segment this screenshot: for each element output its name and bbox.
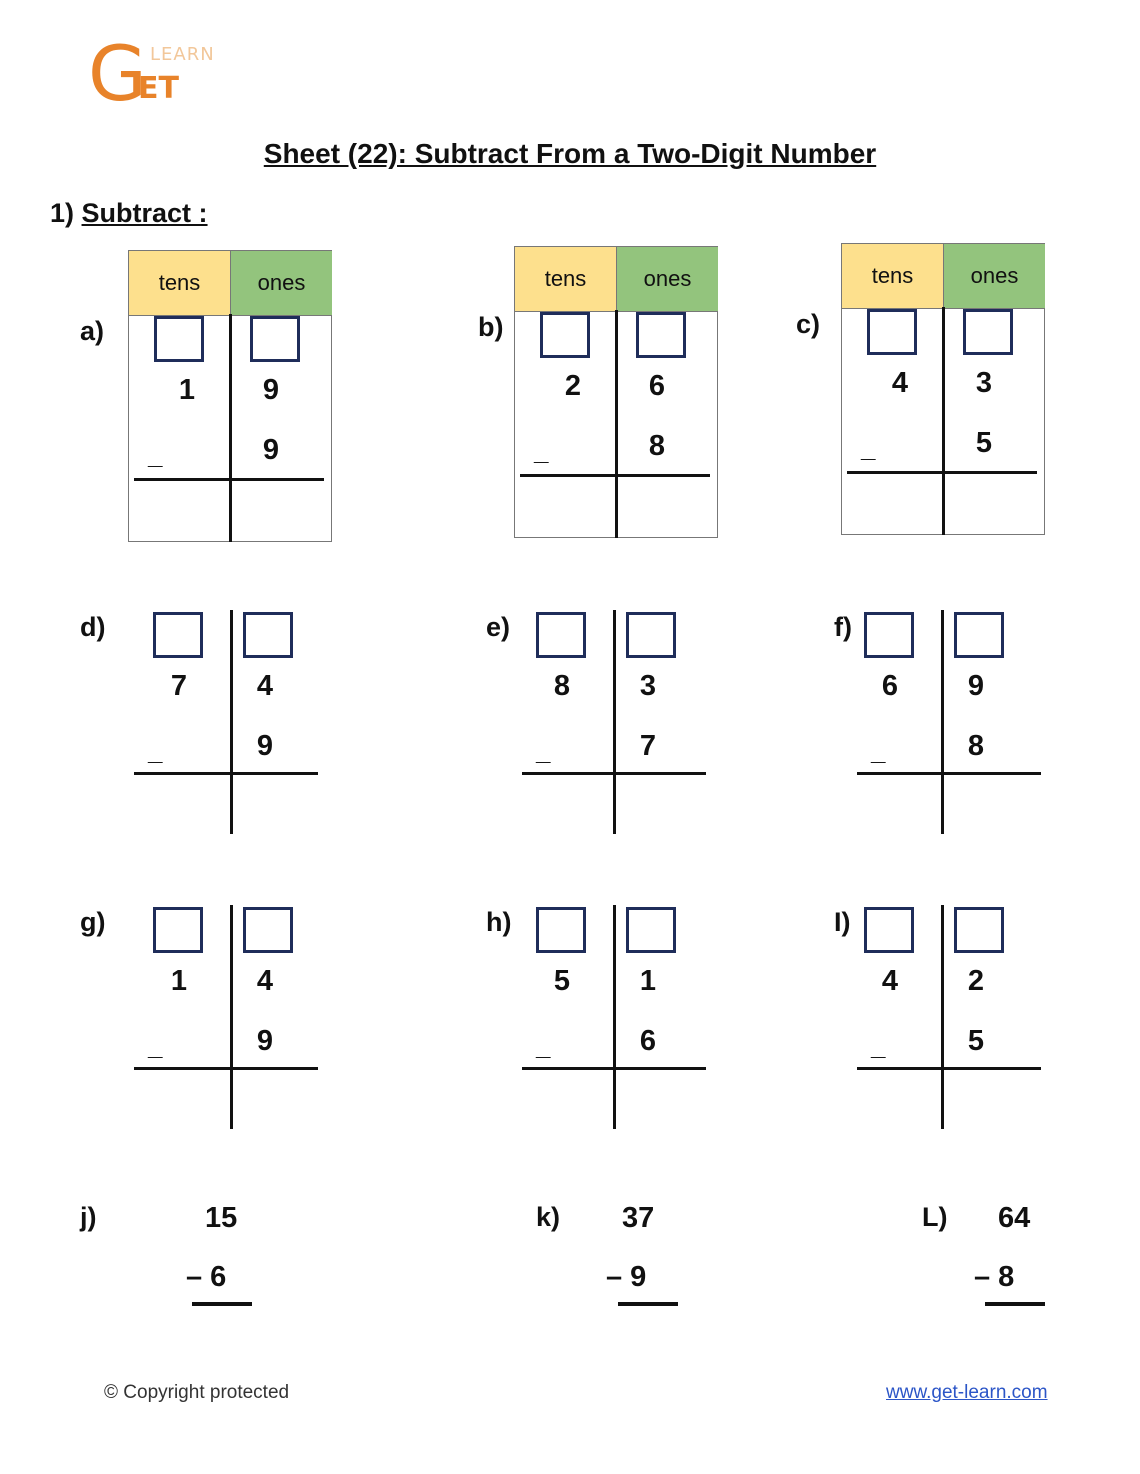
- top-number: 15: [205, 1202, 238, 1234]
- website-link[interactable]: www.get-learn.com: [886, 1382, 1048, 1403]
- tens-digit: 5: [553, 965, 571, 997]
- tens-header: tens: [515, 247, 616, 312]
- ones-digit: 2: [967, 965, 985, 997]
- minus-sign: _: [861, 433, 876, 463]
- tens-header: tens: [842, 244, 943, 309]
- minus-sign: _: [534, 436, 549, 466]
- subtrahend-digit: 9: [262, 434, 280, 466]
- section-number: 1): [50, 198, 75, 228]
- ones-digit: 9: [262, 374, 280, 406]
- ones-regroup-box[interactable]: [243, 612, 293, 658]
- minus-sign: _: [871, 1031, 886, 1061]
- ones-digit: 3: [639, 670, 657, 702]
- top-number: 37: [622, 1202, 655, 1234]
- ones-header: ones: [616, 247, 718, 312]
- tens-digit: 1: [170, 965, 188, 997]
- minus-sign: _: [148, 440, 163, 470]
- subtrahend-digit: 5: [967, 1025, 985, 1057]
- problem-label: a): [80, 316, 105, 346]
- tens-digit: 8: [553, 670, 571, 702]
- minus-sign: _: [871, 736, 886, 766]
- column-divider: [941, 610, 944, 834]
- tens-regroup-box[interactable]: [864, 612, 914, 658]
- tens-regroup-box[interactable]: [153, 612, 203, 658]
- problem-label: d): [80, 612, 106, 642]
- logo-learn-text: LEARN: [150, 44, 215, 65]
- column-divider: [615, 310, 618, 538]
- subtrahend-digit: 7: [639, 730, 657, 762]
- answer-line: [857, 1067, 1041, 1070]
- top-number: 64: [998, 1202, 1031, 1234]
- tens-header: tens: [129, 251, 230, 316]
- copyright-text: © Copyright protected: [104, 1382, 290, 1403]
- problem-label: h): [486, 907, 512, 937]
- ones-digit: 6: [648, 370, 666, 402]
- bottom-number: – 9: [606, 1261, 647, 1293]
- problem-label: b): [478, 312, 504, 342]
- ones-regroup-box[interactable]: [963, 309, 1013, 355]
- subtrahend-digit: 6: [639, 1025, 657, 1057]
- minus-sign: _: [536, 1031, 551, 1061]
- problem-label: I): [834, 907, 851, 937]
- ones-regroup-box[interactable]: [626, 612, 676, 658]
- tens-digit: 7: [170, 670, 188, 702]
- column-divider: [229, 314, 232, 542]
- subtrahend-digit: 8: [967, 730, 985, 762]
- minus-sign: _: [148, 1031, 163, 1061]
- logo-letter-g: G: [88, 29, 147, 118]
- ones-regroup-box[interactable]: [626, 907, 676, 953]
- ones-regroup-box[interactable]: [636, 312, 686, 358]
- answer-line: [985, 1302, 1045, 1306]
- ones-digit: 4: [256, 965, 274, 997]
- problem-label: j): [80, 1202, 97, 1232]
- subtrahend-digit: 9: [256, 730, 274, 762]
- answer-line: [522, 1067, 706, 1070]
- minus-sign: _: [148, 736, 163, 766]
- ones-header: ones: [943, 244, 1045, 309]
- minus-sign: _: [536, 736, 551, 766]
- column-divider: [613, 905, 616, 1129]
- ones-digit: 3: [975, 367, 993, 399]
- problem-label: g): [80, 907, 106, 937]
- answer-line: [522, 772, 706, 775]
- column-divider: [613, 610, 616, 834]
- subtrahend-digit: 8: [648, 430, 666, 462]
- ones-regroup-box[interactable]: [243, 907, 293, 953]
- tens-regroup-box[interactable]: [153, 907, 203, 953]
- get-learn-logo: [88, 29, 228, 118]
- section-heading: [50, 198, 208, 229]
- ones-regroup-box[interactable]: [954, 907, 1004, 953]
- answer-line: [520, 474, 710, 477]
- ones-digit: 1: [639, 965, 657, 997]
- tens-regroup-box[interactable]: [867, 309, 917, 355]
- ones-digit: 4: [256, 670, 274, 702]
- problem-label: k): [536, 1202, 561, 1232]
- column-divider: [941, 905, 944, 1129]
- tens-regroup-box[interactable]: [536, 907, 586, 953]
- answer-line: [847, 471, 1037, 474]
- tens-regroup-box[interactable]: [540, 312, 590, 358]
- answer-line: [618, 1302, 678, 1306]
- problem-label: L): [922, 1202, 948, 1232]
- tens-digit: 2: [564, 370, 582, 402]
- tens-regroup-box[interactable]: [864, 907, 914, 953]
- problem-label: f): [834, 612, 852, 642]
- column-divider: [230, 905, 233, 1129]
- subtrahend-digit: 9: [256, 1025, 274, 1057]
- column-divider: [230, 610, 233, 834]
- tens-digit: 4: [891, 367, 909, 399]
- section-label: Subtract :: [81, 198, 208, 228]
- tens-regroup-box[interactable]: [536, 612, 586, 658]
- tens-digit: 6: [881, 670, 899, 702]
- answer-line: [857, 772, 1041, 775]
- bottom-number: – 6: [186, 1261, 227, 1293]
- answer-line: [134, 772, 318, 775]
- column-divider: [942, 307, 945, 535]
- tens-digit: 4: [881, 965, 899, 997]
- ones-regroup-box[interactable]: [250, 316, 300, 362]
- tens-digit: 1: [178, 374, 196, 406]
- ones-regroup-box[interactable]: [954, 612, 1004, 658]
- subtrahend-digit: 5: [975, 427, 993, 459]
- problem-label: c): [796, 309, 821, 339]
- answer-line: [192, 1302, 252, 1306]
- answer-line: [134, 478, 324, 481]
- problem-label: e): [486, 612, 511, 642]
- bottom-number: – 8: [974, 1261, 1015, 1293]
- tens-regroup-box[interactable]: [154, 316, 204, 362]
- sheet-title: Sheet (22): Subtract From a Two-Digit Number: [263, 138, 877, 169]
- logo-et-text: ET: [138, 71, 179, 106]
- answer-line: [134, 1067, 318, 1070]
- ones-header: ones: [230, 251, 332, 316]
- ones-digit: 9: [967, 670, 985, 702]
